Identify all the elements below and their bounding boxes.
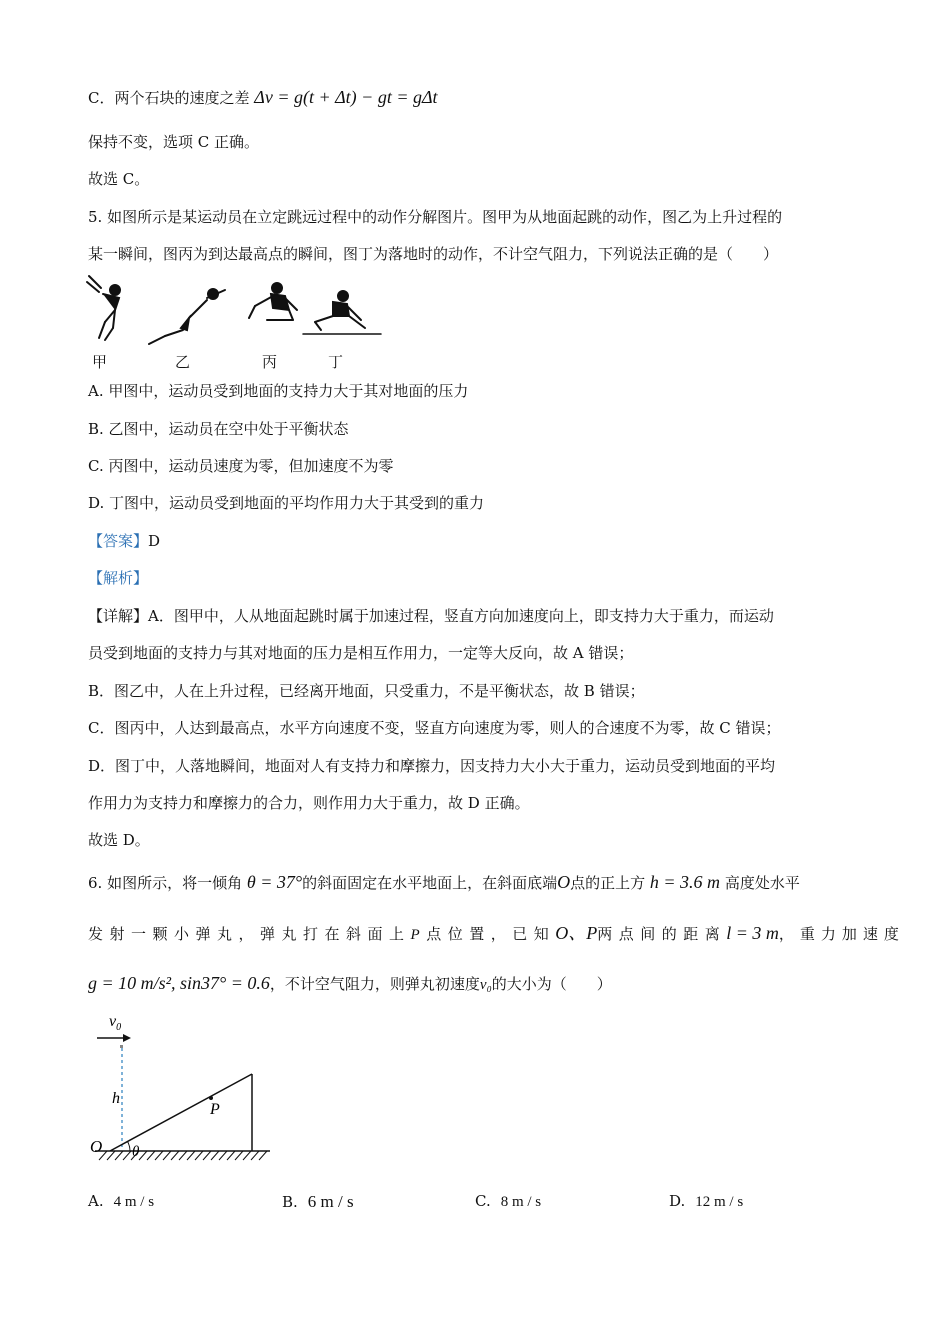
answer-value: D (148, 532, 161, 550)
answer-tag: 【答案】 (88, 532, 149, 550)
point-p-marker (209, 1096, 213, 1100)
detail-tag: 【详解】 (88, 607, 149, 625)
q5-conclusion: 故选 D。 (88, 831, 150, 849)
q6-option-d (669, 1192, 743, 1211)
figure-ding-athlete (303, 291, 381, 334)
q5-option-c: C. 丙图中，运动员速度为零，但加速度不为零 (88, 457, 394, 475)
q5-figure-label-yi: 乙 (175, 353, 191, 371)
q6-l2-d: ，重力加速度 (778, 925, 905, 943)
q6-l2-c: 两点间的距离 (597, 925, 727, 943)
q6-point-p: P (410, 927, 427, 943)
theta-arc (128, 1142, 130, 1151)
q5-stem-line1: 5. 如图所示是某运动员在立定跳远过程中的动作分解图片。图甲为从地面起跳的动作，图乙为上升过程的 (88, 208, 783, 226)
launch-point (120, 1045, 123, 1048)
q6-option-a (88, 1192, 154, 1211)
q6-l2-a: 发射一颗小弹丸，弹丸打在斜面上 (88, 925, 411, 943)
ground-hatching (99, 1151, 267, 1160)
q6-stem-line1 (88, 871, 800, 894)
q5-figure-label-bing: 丙 (262, 353, 278, 371)
q5-detail-a-line2: 员受到地面的支持力与其对地面的压力是相互作用力，一定等大反向，故 A 错误； (88, 644, 634, 662)
q6-stem-line2 (88, 922, 905, 946)
option-letter: A. (88, 1192, 104, 1210)
q5-figure-label-jia: 甲 (92, 353, 108, 371)
o-label: O (90, 1137, 103, 1156)
figure-bing-athlete (249, 283, 297, 320)
q6-points-op: O、P (555, 923, 598, 943)
q5-detail-a-line1 (88, 605, 774, 627)
detail-a-text: A．图甲中，人从地面起跳时属于加速过程，竖直方向加速度向上，即支持力大于重力，而运动 (148, 607, 774, 625)
q5-option-b: B. 乙图中，运动员在空中处于平衡状态 (88, 420, 349, 438)
p-label: P (210, 1101, 220, 1118)
q5-detail-d-line2: 作用力为支持力和摩擦力的合力，则作用力大于重力，故 D 正确。 (88, 794, 530, 812)
q6-l1-d: 高度处水平 (724, 874, 800, 892)
figure-jia-athlete (87, 276, 120, 340)
q6-option-b (282, 1192, 354, 1212)
option-value: 4 m / s (113, 1194, 155, 1210)
q4-option-c-text: C．两个石块的速度之差 (88, 89, 250, 107)
q4-option-c (88, 86, 438, 109)
q6-height: h = 3.6 m (649, 872, 721, 892)
q5-detail-d-line1: D．图丁中，人落地瞬间，地面对人有支持力和摩擦力，因支持力大小大于重力，运动员受到地面的平均 (88, 757, 776, 775)
q6-l3-c: 的大小为（ ） (491, 975, 612, 993)
q5-option-a: A. 甲图中，运动员受到地面的支持力大于其对地面的压力 (88, 382, 469, 400)
q6-l1-c: 点的正上方 (570, 874, 646, 892)
q6-l2-b: 点位置，已知 (426, 925, 556, 943)
q6-v0: v₀ (479, 977, 492, 993)
q6-l1-b: 的斜面固定在水平地面上，在斜面底端 (302, 874, 558, 892)
q6-l1-a: 6. 如图所示，将一倾角 (88, 874, 243, 892)
q6-figure-incline (85, 1010, 275, 1170)
q4-option-c-formula: Δv = g(t + Δt) − gt = gΔt (254, 87, 438, 107)
theta-label: θ (132, 1144, 140, 1160)
option-value: 12 m / s (695, 1194, 744, 1210)
q5-figure-label-ding: 丁 (328, 353, 344, 371)
q5-option-d: D. 丁图中，运动员受到地面的平均作用力大于其受到的重力 (88, 494, 485, 512)
q6-option-c (475, 1192, 541, 1211)
analysis-tag: 【解析】 (88, 569, 149, 587)
q6-l3-b: ，不计空气阻力，则弹丸初速度 (269, 975, 480, 993)
q5-figure-long-jump (85, 272, 395, 372)
option-letter: B. (282, 1193, 298, 1211)
q6-given-formula: g = 10 m/s², sin37° = 0.6 (88, 973, 270, 993)
q5-detail-b: B．图乙中，人在上升过程，已经离开地面，只受重力，不是平衡状态，故 B 错误； (88, 682, 645, 700)
option-value: 8 m / s (500, 1194, 542, 1210)
incline-surface (110, 1074, 252, 1151)
q5-stem-line2: 某一瞬间，图丙为到达最高点的瞬间，图丁为落地时的动作，不计空气阻力，下列说法正确的是（ ） (88, 245, 779, 263)
q5-detail-c: C．图丙中，人达到最高点，水平方向速度不变，竖直方向速度为零，则人的合速度不为零，故 C 错误； (88, 719, 781, 737)
v0-label: $v_0$ (109, 1013, 122, 1033)
option-letter: C. (475, 1192, 491, 1210)
q6-stem-line3 (88, 972, 612, 996)
q6-distance: l = 3 m (726, 923, 779, 943)
q6-point-o: O (557, 872, 571, 892)
v0-arrowhead (123, 1034, 131, 1042)
option-value: 6 m / s (307, 1192, 354, 1211)
q4-conclusion: 故选 C。 (88, 170, 150, 188)
figure-yi-athlete (149, 289, 225, 344)
q5-answer (88, 530, 160, 552)
option-letter: D. (669, 1192, 686, 1210)
q6-theta: θ = 37° (246, 872, 303, 892)
h-label: h (112, 1090, 120, 1107)
q4-option-c-cont: 保持不变，选项 C 正确。 (88, 133, 260, 151)
